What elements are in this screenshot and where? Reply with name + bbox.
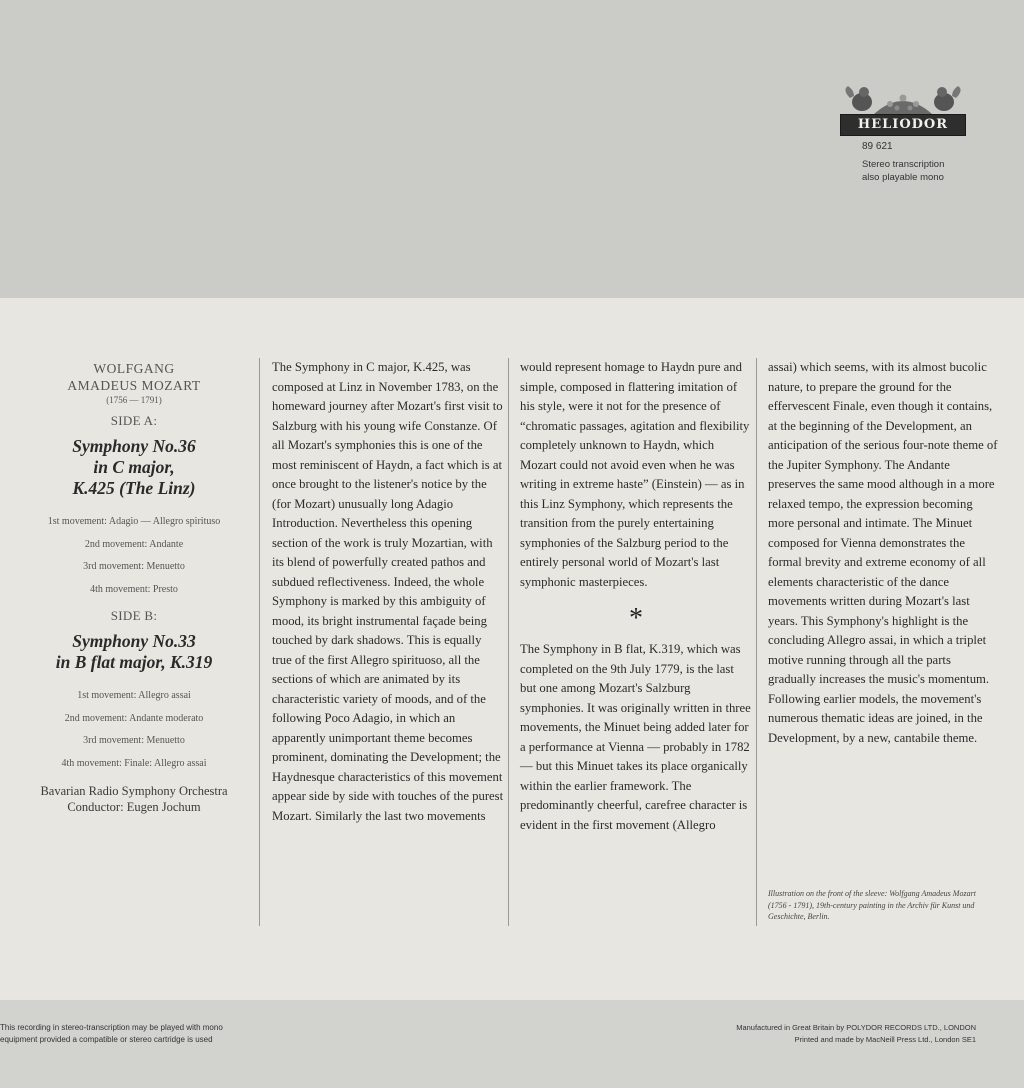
work-line: in C major, bbox=[93, 457, 175, 477]
performer-line: Bavarian Radio Symphony Orchestra bbox=[40, 784, 228, 798]
notes-paragraph: The Symphony in B flat, K.319, which was completed on the 9th July 1779, is the last but one among Mozart's Salzburg symphonies. It was originally written in three movements, the Minuet being added later for a performance at Vienna — probably in 1782 — but this Minuet takes its place organically within the earlier framework. The predominantly cheerful, carefree character is evident in the first movement (Allegro bbox=[520, 642, 751, 832]
cherubs-logo-icon bbox=[840, 84, 966, 116]
notes-column-2 bbox=[520, 358, 752, 835]
notes-paragraph: assai) which seems, with its almost bucolic nature, to prepare the ground for the effervescent Finale, even though it contains, at the beginning of the Development, an anticipation of the serious four-note theme of the Jupiter Symphony. The Andante preserves the same mood although in a more relaxed tempo, the expression becoming more personal and intimate. The Minuet composed for Vienna demonstrates the formal brevity and extreme economy of all elements characteristic of the dance movements written during Mozart's last years. This Symphony's highlight is the concluding Allegro assai, in which a triplet motive running through all the parts gradually increases the music's momentum. Following earlier models, the movement's numerous thematic ideas are joined, in the Development, by a new, cantabile theme. bbox=[768, 360, 998, 745]
movement-item: 1st movement: Allegro assai bbox=[77, 690, 191, 701]
movement-item: 3rd movement: Menuetto bbox=[83, 561, 185, 572]
composer-name bbox=[14, 360, 254, 394]
work-line: Symphony No.36 bbox=[72, 436, 196, 456]
side-a-movements bbox=[14, 511, 254, 601]
brand-name: HELIODOR bbox=[840, 114, 966, 136]
side-b-label: SIDE B: bbox=[110, 608, 158, 623]
side-a-work bbox=[14, 436, 254, 499]
stereo-note-line: Stereo transcription bbox=[862, 159, 945, 170]
stereo-note-line: also playable mono bbox=[862, 172, 944, 183]
work-line: in B flat major, K.319 bbox=[55, 652, 213, 672]
notes-paragraph: would represent homage to Haydn pure and simple, composed in flattering imitation of his style, were it not for the presence of “chromatic passages, agitation and flexibility completely unknown to Haydn, which Mozart could not avoid even when he was writing in extreme haste” (Einstein) — as in this Linz Symphony, which represents the transition from the purely entertaining symphonies of the Salzburg period to the entirely personal world of Mozart's last symphonic masterpieces. bbox=[520, 360, 750, 589]
program-column bbox=[14, 360, 254, 815]
movement-item: 3rd movement: Menuetto bbox=[83, 735, 185, 746]
work-line: Symphony No.33 bbox=[72, 631, 196, 651]
performers bbox=[14, 783, 254, 815]
composer-dates: (1756 — 1791) bbox=[106, 395, 162, 405]
section-separator: * bbox=[629, 603, 643, 634]
footer-line: This recording in stereo-transcription may be played with mono bbox=[0, 1023, 223, 1032]
stereo-note bbox=[862, 158, 944, 184]
side-b-movements bbox=[14, 685, 254, 775]
catalog-number: 89 621 bbox=[862, 141, 893, 152]
notes-paragraph: The Symphony in C major, K.425, was composed at Linz in November 1783, on the homeward journey after Mozart's first visit to Salzburg with his young wife Constanze. Of all Mozart's symphonies this is one of the most reminiscent of Haydn, a fact which is at once brought to the listener's notice by the (for Mozart) unusually long Adagio Introduction. Nevertheless this opening section of the work is truly Mozartian, with its blend of powerfully created pathos and subdued reflectiveness. Indeed, the whole Symphony is marked by this ambiguity of mood, its bright instrumental façade being touched by dark shadows. This is equally true of the first Allegro spirituoso, all the sections of which are animated by its characteristic variety of moods, and of the following Poco Adagio, in which an apparently unimportant theme becomes prominent, dominating the Development; the Haydnesque characteristics of this movement appear side by side with touches of the purest Mozart. Similarly the last two movements bbox=[272, 360, 504, 823]
notes-column-1 bbox=[272, 358, 504, 826]
column-divider bbox=[259, 358, 260, 926]
column-divider bbox=[508, 358, 509, 926]
heliodor-logo bbox=[840, 84, 966, 136]
manufacturer-note bbox=[680, 1022, 976, 1046]
side-b-work bbox=[14, 631, 254, 673]
movement-item: 4th movement: Presto bbox=[90, 583, 178, 595]
footer-line: equipment provided a compatible or stereo cartridge is used bbox=[0, 1035, 213, 1044]
composer-line: AMADEUS MOZART bbox=[67, 378, 201, 393]
playback-note bbox=[0, 1022, 280, 1046]
column-divider bbox=[756, 358, 757, 926]
work-line: K.425 (The Linz) bbox=[72, 478, 196, 498]
illustration-caption: Illustration on the front of the sleeve: Wolfgang Amadeus Mozart (1756 - 1791), 19th-century painting in the Archiv für Kunst und Geschichte, Berlin. bbox=[768, 889, 976, 921]
notes-column-3 bbox=[768, 358, 1000, 748]
composer-line: WOLFGANG bbox=[93, 361, 175, 376]
movement-item: 2nd movement: Andante bbox=[84, 538, 184, 550]
footer-line: Printed and made by MacNeill Press Ltd., London SE1 bbox=[794, 1035, 976, 1044]
movement-item: 1st movement: Adagio — Allegro spirituso bbox=[47, 516, 221, 527]
performer-line: Conductor: Eugen Jochum bbox=[67, 800, 201, 814]
movement-item: 4th movement: Finale: Allegro assai bbox=[61, 757, 207, 769]
movement-item: 2nd movement: Andante moderato bbox=[64, 712, 204, 724]
footer-line: Manufactured in Great Britain by POLYDOR RECORDS LTD., LONDON bbox=[736, 1023, 976, 1032]
side-a-label: SIDE A: bbox=[110, 413, 158, 428]
